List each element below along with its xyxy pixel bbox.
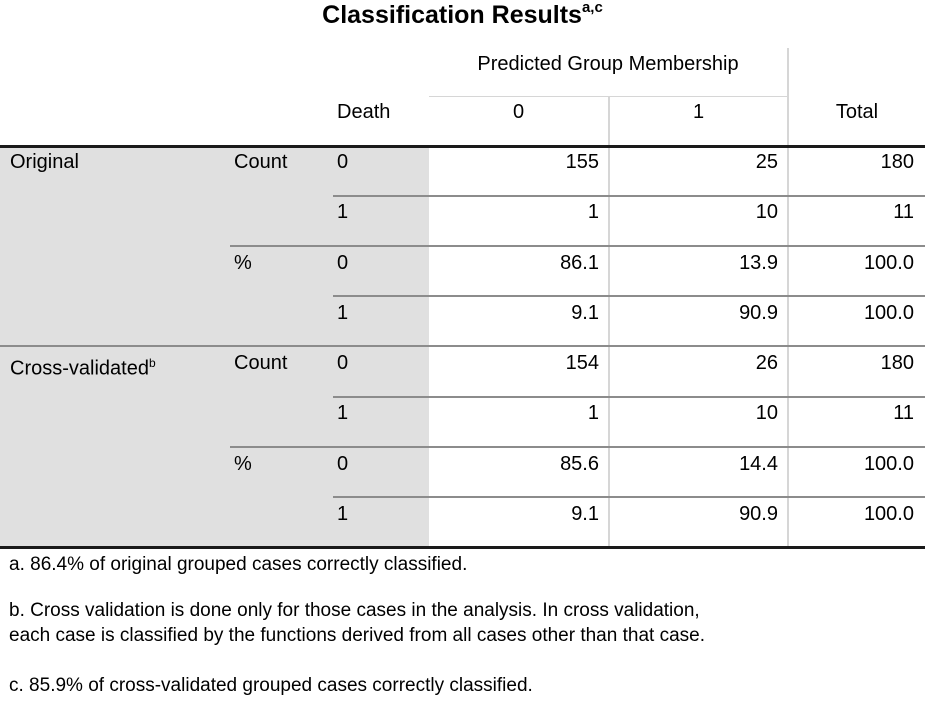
cross-validated-footnote-mark: b <box>148 356 156 370</box>
predicted-0-cell: 154 <box>565 352 599 374</box>
predicted-0-cell: 86.1 <box>560 252 599 274</box>
row-divider <box>333 496 925 498</box>
total-cell: 100.0 <box>863 302 914 324</box>
group-label-cross-validated <box>10 351 156 381</box>
footnote-c: c. 85.9% of cross-validated grouped cases correctly classified. <box>9 675 533 696</box>
footnote-b-line1: b. Cross validation is done only for those cases in the analysis. In cross validation, <box>9 600 700 621</box>
row-divider <box>333 295 925 297</box>
predicted-group-header: Predicted Group Membership <box>477 53 739 75</box>
death-cell: 0 <box>337 151 349 173</box>
total-cell: 11 <box>893 402 914 424</box>
death-cell: 1 <box>337 302 349 324</box>
stat-label-count-original: Count <box>234 151 288 173</box>
table-title <box>0 0 925 38</box>
total-cell: 180 <box>880 151 914 173</box>
death-cell: 1 <box>337 201 349 223</box>
death-cell: 0 <box>337 352 349 374</box>
predicted-1-cell: 90.9 <box>739 302 778 324</box>
total-cell: 11 <box>893 201 914 223</box>
predicted-1-cell: 26 <box>755 352 778 374</box>
predicted-1-cell: 90.9 <box>739 503 778 525</box>
stat-label-pct-cross: % <box>234 453 252 475</box>
total-cell: 100.0 <box>863 503 914 525</box>
total-cell: 180 <box>880 352 914 374</box>
predicted-1-cell: 25 <box>755 151 778 173</box>
table-bottom-border <box>0 546 925 549</box>
predicted-0-cell: 1 <box>587 201 599 223</box>
group-label-original: Original <box>10 151 79 173</box>
table-title-footnote-marks: a,c <box>581 0 603 16</box>
death-cell: 0 <box>337 453 349 475</box>
predicted-0-cell: 1 <box>587 402 599 424</box>
death-header: Death <box>337 101 391 123</box>
predicted-1-cell: 14.4 <box>739 453 778 475</box>
total-cell: 100.0 <box>863 252 914 274</box>
predicted-1-cell: 13.9 <box>739 252 778 274</box>
row-header-shading <box>0 147 429 547</box>
row-divider <box>333 195 925 197</box>
cross-validated-text: Cross-validated <box>10 357 149 380</box>
predicted-1-cell: 10 <box>755 201 778 223</box>
total-header: Total <box>835 101 879 123</box>
footnote-b-line2: each case is classified by the functions derived from all cases other than that case. <box>9 625 705 646</box>
predicted-0-cell: 9.1 <box>571 302 599 324</box>
row-divider <box>230 245 925 247</box>
predicted-1-cell: 10 <box>755 402 778 424</box>
table-top-border <box>0 145 925 148</box>
row-divider <box>333 396 925 398</box>
death-cell: 1 <box>337 503 349 525</box>
death-cell: 0 <box>337 252 349 274</box>
row-divider <box>0 345 925 347</box>
row-divider <box>230 446 925 448</box>
predicted-col1-header: 1 <box>692 101 705 123</box>
predicted-0-cell: 85.6 <box>560 453 599 475</box>
predicted-0-cell: 155 <box>565 151 599 173</box>
predicted-0-cell: 9.1 <box>571 503 599 525</box>
death-cell: 1 <box>337 402 349 424</box>
total-cell: 100.0 <box>863 453 914 475</box>
stat-label-count-cross: Count <box>234 352 288 374</box>
spanning-header-underline <box>429 96 787 97</box>
footnote-a: a. 86.4% of original grouped cases correctly classified. <box>9 554 468 575</box>
predicted-col0-header: 0 <box>512 101 525 123</box>
table-title-text: Classification Results <box>322 1 582 29</box>
stat-label-pct-original: % <box>234 252 252 274</box>
